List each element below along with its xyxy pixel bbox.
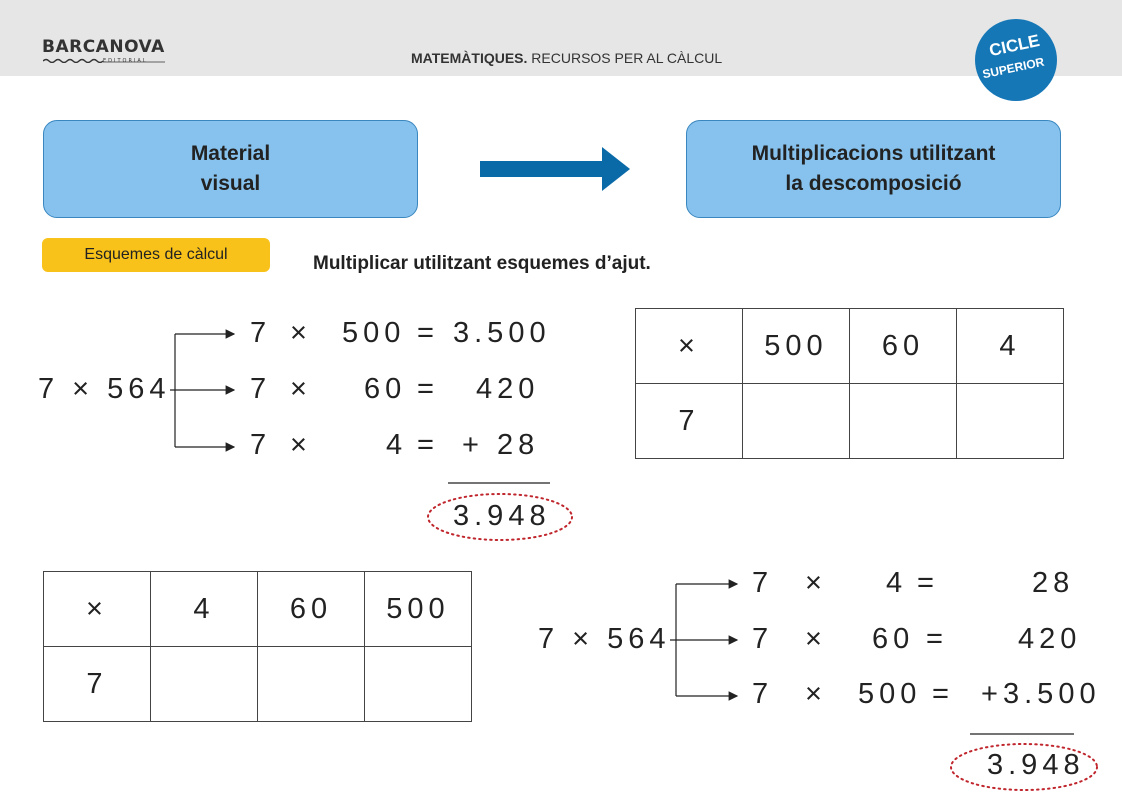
scheme2-times: ×	[805, 623, 827, 655]
scheme1-operation: 7 × 564	[38, 373, 171, 405]
badge-line1: CICLE	[987, 30, 1042, 61]
grid1-answer-cell[interactable]	[743, 384, 850, 459]
grid1-cell: ×	[636, 309, 743, 384]
scheme2-equals: =	[926, 623, 948, 655]
badge-line2: SUPERIOR	[981, 54, 1046, 82]
scheme1-total: 3.948	[453, 500, 551, 532]
multiplication-grid-1	[635, 308, 1064, 459]
scheme1-part: 60	[364, 373, 407, 405]
grid1-answer-row	[636, 384, 1064, 459]
scheme1-times: ×	[290, 317, 312, 349]
grid2-answer-cell[interactable]	[151, 647, 258, 722]
scheme2-total: 3.948	[987, 749, 1085, 781]
grid1-cell: 7	[636, 384, 743, 459]
grid1-cell: 60	[850, 309, 957, 384]
scheme1-part: 4	[386, 429, 408, 461]
scheme1-equals: = +	[417, 429, 489, 461]
scheme1-factor: 7	[250, 317, 272, 349]
publisher-logo-sub: EDITORIAL	[103, 58, 148, 64]
scheme1-result: 420	[476, 373, 540, 405]
grid1-header-row	[636, 309, 1064, 384]
source-box-line1: Material	[190, 142, 271, 165]
scheme1-factor: 7	[250, 373, 272, 405]
scheme2-result: 28	[1032, 567, 1075, 599]
scheme1-equals: =	[417, 317, 439, 349]
scheme2-equals: = +	[932, 678, 1010, 710]
scheme1-result: 28	[497, 429, 540, 461]
scheme1-times: ×	[290, 373, 312, 405]
scheme2-factor: 7	[752, 567, 774, 599]
scheme2-times: ×	[805, 678, 827, 710]
scheme2-part: 4	[886, 567, 908, 599]
scheme2-result: 3.500	[1003, 678, 1101, 710]
scheme1-part: 500	[342, 317, 406, 349]
scheme1-result: 3.500	[453, 317, 551, 349]
grid2-answer-cell[interactable]	[365, 647, 472, 722]
grid2-answer-cell[interactable]	[258, 647, 365, 722]
grid1-cell: 500	[743, 309, 850, 384]
scheme2-bracket	[670, 584, 1074, 734]
scheme1-factor: 7	[250, 429, 272, 461]
grid2-header-row	[44, 572, 472, 647]
grid2-cell: 7	[44, 647, 151, 722]
publisher-logo: BARCANOVA	[42, 37, 165, 57]
scheme2-operation: 7 × 564	[538, 623, 671, 655]
header-title-rest: RECURSOS PER AL CÀLCUL	[527, 50, 723, 66]
scheme1-equals: =	[417, 373, 439, 405]
grid2-cell: 60	[258, 572, 365, 647]
target-box-line1: Multiplicacions utilitzant	[751, 142, 996, 165]
scheme2-factor: 7	[752, 623, 774, 655]
instruction-text: Multiplicar utilitzant esquemes d’ajut.	[313, 253, 651, 274]
scheme2-equals: =	[917, 567, 939, 599]
scheme1-times: ×	[290, 429, 312, 461]
scheme2-part: 60	[872, 623, 915, 655]
scheme2-times: ×	[805, 567, 827, 599]
section-tag: Esquemes de càlcul	[42, 238, 270, 272]
target-box-line2: la descomposició	[785, 172, 962, 195]
grid2-cell: 4	[151, 572, 258, 647]
grid2-answer-row	[44, 647, 472, 722]
scheme1-bracket	[170, 334, 550, 483]
scheme2-result: 420	[1018, 623, 1082, 655]
scheme2-part: 500	[858, 678, 922, 710]
source-box-line2: visual	[200, 172, 261, 195]
multiplication-grid-2	[43, 571, 472, 722]
grid1-cell: 4	[957, 309, 1064, 384]
grid2-cell: ×	[44, 572, 151, 647]
scheme2-factor: 7	[752, 678, 774, 710]
grid1-answer-cell[interactable]	[957, 384, 1064, 459]
grid1-answer-cell[interactable]	[850, 384, 957, 459]
header-title-subject: MATEMÀTIQUES.	[411, 50, 528, 66]
grid2-cell: 500	[365, 572, 472, 647]
